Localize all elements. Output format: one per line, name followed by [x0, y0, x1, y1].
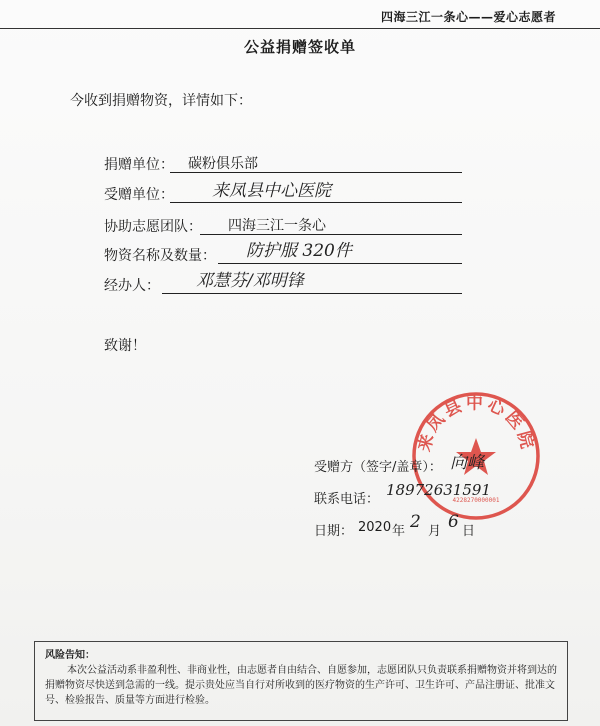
date-year: 2020	[358, 520, 392, 535]
goods-underline	[218, 263, 462, 264]
date-day-suffix: 日	[462, 524, 476, 539]
volunteer-label: 协助志愿团队：	[104, 219, 202, 235]
header-divider	[0, 28, 600, 29]
recipient-signature-handwritten: 向峰	[450, 453, 484, 473]
risk-notice-body: 本次公益活动系非盈利性、非商业性，由志愿者自由结合、自愿参加，志愿团队只负责联系捐赠物资并将到达的捐赠物资尽快送到急需的一线。提示贵处应当自行对所收到的医疗物资的生产许可、卫生许可、产品注册证、批准文号、检验报告、质量等方面进行检验。	[45, 665, 557, 706]
recipient-label: 受赠单位：	[104, 187, 174, 203]
date-label: 日期：	[314, 524, 354, 539]
date-day-handwritten: 6	[448, 512, 459, 532]
document-title: 公益捐赠签收单	[243, 38, 356, 56]
risk-notice-title: 风险告知：	[45, 650, 95, 661]
goods-value-handwritten: 防护服 320件	[246, 241, 352, 261]
handler-value-handwritten: 邓慧芬/邓明锋	[196, 271, 304, 291]
svg-text:4228270000001: 4228270000001	[452, 497, 500, 504]
handler-label: 经办人：	[104, 278, 160, 294]
handler-underline	[162, 293, 462, 294]
seal-text: 来凤县中心医院	[414, 393, 538, 454]
recipient-sign-label: 受赠方（签字/盖章）：	[314, 460, 442, 475]
date-month-suffix: 月	[428, 524, 442, 539]
intro-text: 今收到捐赠物资，详情如下：	[70, 93, 252, 109]
donor-value: 碳粉俱乐部	[188, 156, 258, 172]
volunteer-value: 四海三江一条心	[228, 218, 326, 234]
recipient-underline	[170, 202, 462, 203]
phone-value-handwritten: 18972631591	[386, 481, 491, 499]
goods-label: 物资名称及数量：	[104, 248, 216, 264]
recipient-value-handwritten: 来凤县中心医院	[212, 181, 331, 201]
date-month-handwritten: 2	[410, 512, 421, 532]
phone-label: 联系电话：	[314, 492, 380, 507]
risk-notice-box	[34, 641, 568, 721]
thanks-text: 致谢！	[104, 338, 146, 354]
header-org-text: 四海三江一条心——爱心志愿者	[380, 10, 556, 24]
donor-label: 捐赠单位：	[104, 157, 174, 173]
date-year-suffix: 年	[392, 524, 406, 539]
